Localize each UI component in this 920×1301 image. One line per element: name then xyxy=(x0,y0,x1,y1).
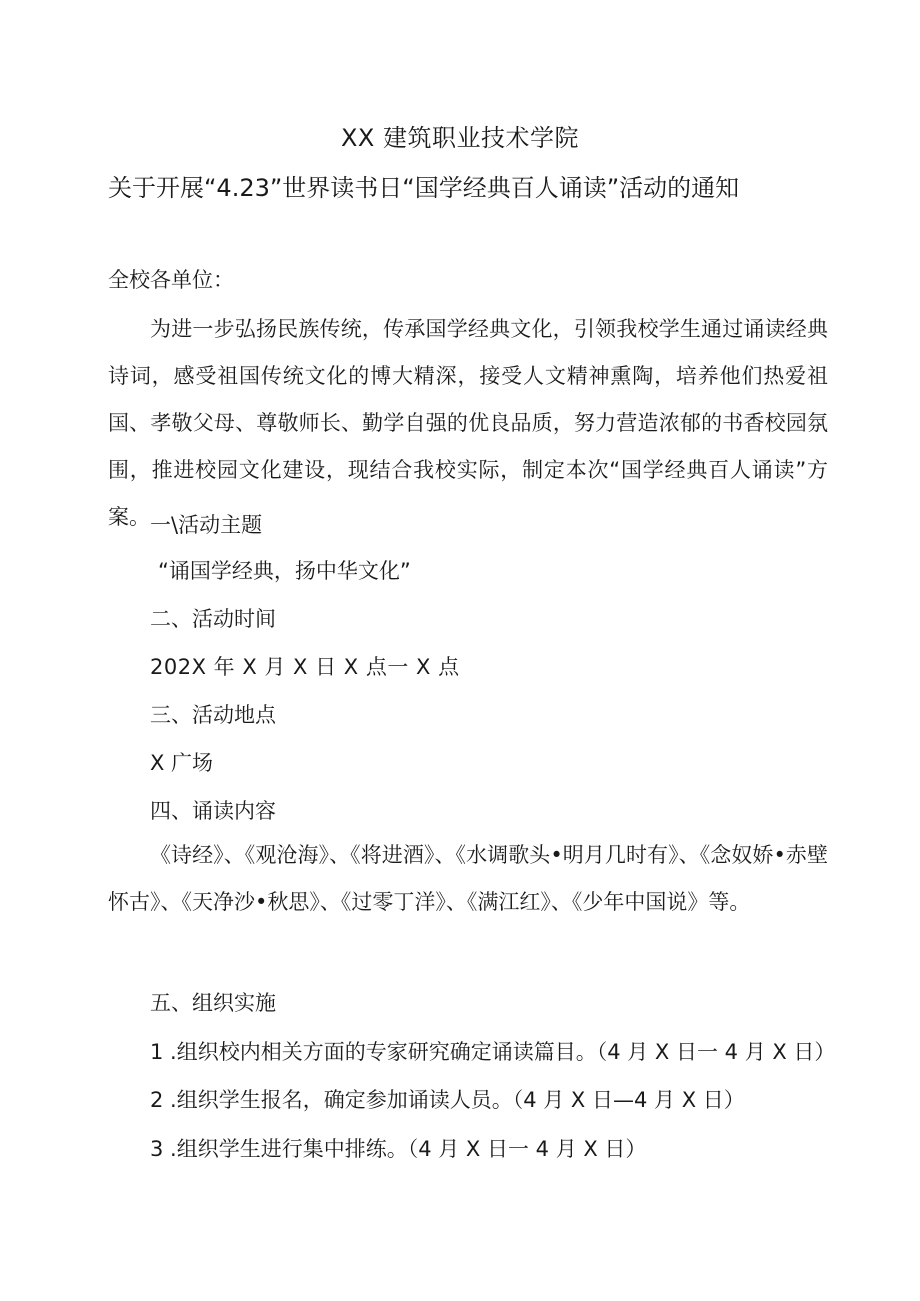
notice-title: 关于开展“4.23”世界读书日“国学经典百人诵读”活动的通知 xyxy=(108,174,740,202)
time-text: 202X 年 X 月 X 日 X 点一 X 点 xyxy=(150,655,460,679)
list-item: 3 .组织学生进行集中排练。（4 月 X 日一 4 月 X 日） xyxy=(150,1137,647,1161)
theme-text: “诵国学经典，扬中华文化” xyxy=(158,559,411,583)
section-heading-time: 二、活动时间 xyxy=(150,607,276,631)
section-heading-place: 三、活动地点 xyxy=(150,703,276,727)
salutation: 全校各单位： xyxy=(108,268,234,292)
content-paragraph: 《诗经》、《观沧海》、《将进酒》、《水调歌头•明月几时有》、《念奴娇•赤壁怀古》、《天净沙•秋思》、《过零丁洋》、《满江红》、《少年中国说》等。 xyxy=(108,843,828,914)
section-heading-theme: 一\活动主题 xyxy=(150,513,263,537)
place-text: X 广场 xyxy=(150,751,214,775)
intro-paragraph: 为进一步弘扬民族传统，传承国学经典文化，引领我校学生通过诵读经典诗词，感受祖国传统文化的博大精深，接受人文精神熏陶，培养他们热爱祖国、孝敬父母、尊敬师长、勤学自强的优良品质，努力营造浓郁的书香校园氛围，推进校园文化建设，现结合我校实际，制定本次“国学经典百人诵读”方案。 xyxy=(108,317,828,529)
section-heading-content: 四、诵读内容 xyxy=(150,799,276,823)
school-name: XX 建筑职业技术学院 xyxy=(340,124,579,152)
list-item: 2 .组织学生报名，确定参加诵读人员。（4 月 X 日—4 月 X 日） xyxy=(150,1088,745,1112)
section-heading-implementation: 五、组织实施 xyxy=(150,991,276,1015)
list-item: 1 .组织校内相关方面的专家研究确定诵读篇目。（4 月 X 日一 4 月 X 日） xyxy=(150,1040,836,1064)
